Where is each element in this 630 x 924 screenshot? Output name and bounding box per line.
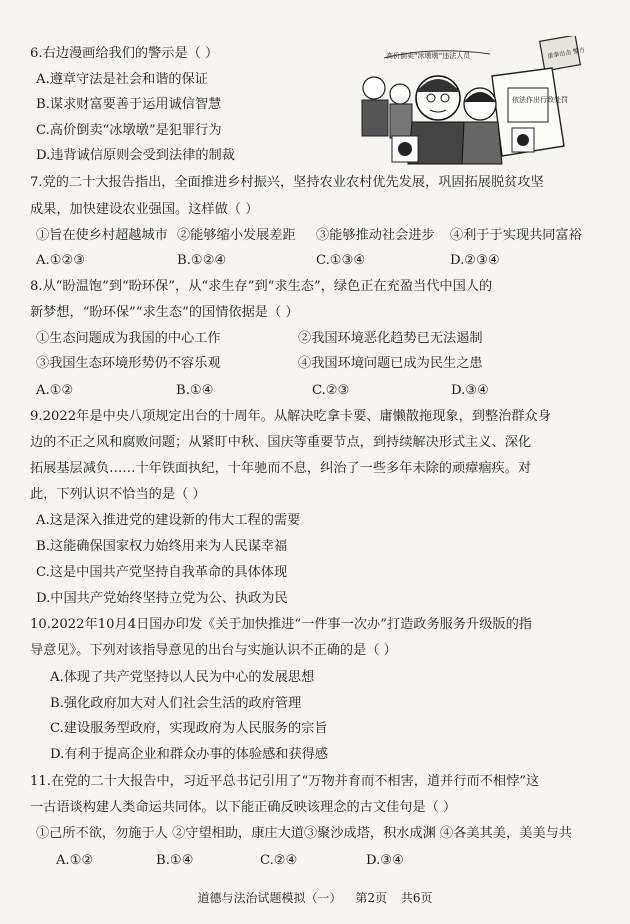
q6-stem: 6.右边漫画给我们的警示是（ ） [30, 46, 219, 61]
q9-option-d: D.中国共产党始终坚持立党为公、执政为民 [36, 591, 288, 606]
q8-choice-b: B.①④ [176, 383, 214, 398]
q10-option-d: D.有利于提高企业和群众办事的体验感和获得感 [50, 747, 329, 762]
q7-choice-a: A.①②③ [36, 253, 86, 268]
comic-banner-text: 高价倒卖“冰墩墩”违法人员 [386, 52, 471, 60]
q8-statement-3: ③我国生态环境形势仍不容乐观 [36, 356, 221, 371]
q11-stem-line-2: 一古语谈构建人类命运共同体。以下能正确反映该理念的古文佳句是（ ） [30, 800, 457, 815]
q7-choice-d: D.②③④ [450, 253, 500, 268]
q11-statements: ①己所不欲，勿施于人 ②守望相助，康庄大道③聚沙成塔，积水成渊 ④各美其美，美美与共 [36, 826, 572, 841]
q8-choice-c: C.②③ [312, 383, 350, 398]
comic-notice-text: 依法作出行政处罚 [512, 96, 568, 104]
q9-stem-line-4: 此，下列认识不恰当的是（ ） [30, 487, 206, 502]
cartoon-illustration [352, 36, 588, 166]
q7-statement-2: ②能够缩小发展差距 [177, 228, 296, 243]
q7-statement-4: ④利于于实现共同富裕 [450, 228, 582, 243]
q6-option-a: A.遵章守法是社会和谐的保证 [36, 72, 208, 87]
q11-stem-line-1: 11.在党的二十大报告中，习近平总书记引用了“万物并育而不相害，道并行而不相悖”这 [30, 774, 540, 789]
q11-choice-c: C.②④ [260, 853, 298, 868]
q7-choice-c: C.①③④ [316, 253, 366, 268]
q8-choice-d: D.③④ [451, 383, 489, 398]
q7-statement-1: ①旨在使乡村超越城市 [36, 228, 168, 243]
q8-stem-line-2: 新梦想，“盼环保”“求生态”的国情依据是（ ） [30, 305, 299, 320]
q8-statement-4: ④我国环境问题已成为民生之患 [298, 356, 483, 371]
q9-stem-line-2: 边的不正之风和腐败问题；从紧盯中秋、国庆等重要节点，到持续解决形式主义、深化 [30, 435, 532, 450]
q10-option-c: C.建设服务型政府，实现政府为人民服务的宗旨 [50, 721, 328, 736]
q8-statement-2: ②我国环境恶化趋势已无法遏制 [298, 331, 483, 346]
q8-stem-line-1: 8.从“盼温饱”到“盼环保”，从“求生存”到“求生态”，绿色正在充盈当代中国人的 [30, 279, 493, 294]
q6-option-b: B.谋求财富要善于运用诚信智慧 [36, 97, 222, 112]
q6-option-c: C.高价倒卖“冰墩墩”是犯罪行为 [36, 123, 222, 138]
q9-stem-line-1: 9.2022年是中央八项规定出台的十周年。从解决吃拿卡要、庸懒散拖现象，到整治群众身 [30, 409, 551, 424]
q10-stem-line-2: 导意见》。下列对该指导意见的出台与实施认识不正确的是（ ） [30, 643, 397, 658]
q8-choice-a: A.①② [36, 383, 74, 398]
q9-option-b: B.这能确保国家权力始终用来为人民谋幸福 [36, 539, 288, 554]
q11-choice-b: B.①④ [156, 853, 194, 868]
q10-option-a: A.体现了共产党坚持以人民为中心的发展思想 [50, 670, 315, 685]
q7-stem-line-2: 成果，加快建设农业强国。这样做（ ） [30, 202, 259, 217]
q8-statement-1: ①生态问题成为我国的中心工作 [36, 331, 221, 346]
footer-title: 道德与法治试题模拟（一） [197, 891, 342, 905]
footer-total-pages: 共6页 [400, 891, 433, 905]
page-footer [0, 889, 630, 906]
q7-stem-line-1: 7.党的二十大报告指出，全面推进乡村振兴，坚持农业农村优先发展，巩固拓展脱贫攻坚 [30, 175, 544, 190]
q10-stem-line-1: 10.2022年10月4日国办印发《关于加快推进“一件事一次办”打造政务服务升级版的指 [30, 617, 532, 632]
q9-option-a: A.这是深入推进党的建设新的伟大工程的需要 [36, 513, 301, 528]
q7-statement-3: ③能够推动社会进步 [316, 228, 435, 243]
q7-choice-b: B.①②④ [177, 253, 227, 268]
q9-stem-line-3: 拓展基层减负……十年铁面执纪，十年驰而不息，纠治了一些多年未除的顽瘴痼疾。对 [30, 461, 532, 476]
footer-page-number: 第2页 [355, 891, 387, 905]
q10-option-b: B.强化政府加大对人们社会生活的政府管理 [50, 696, 302, 711]
comic-board-text: 重拳出击 警方 [546, 46, 586, 61]
q6-option-d: D.违背诚信原则会受到法律的制裁 [36, 148, 235, 163]
q11-choice-a: A.①② [56, 853, 94, 868]
q9-option-c: C.这是中国共产党坚持自我革命的具体体现 [36, 565, 288, 580]
q11-choice-d: D.③④ [366, 853, 404, 868]
